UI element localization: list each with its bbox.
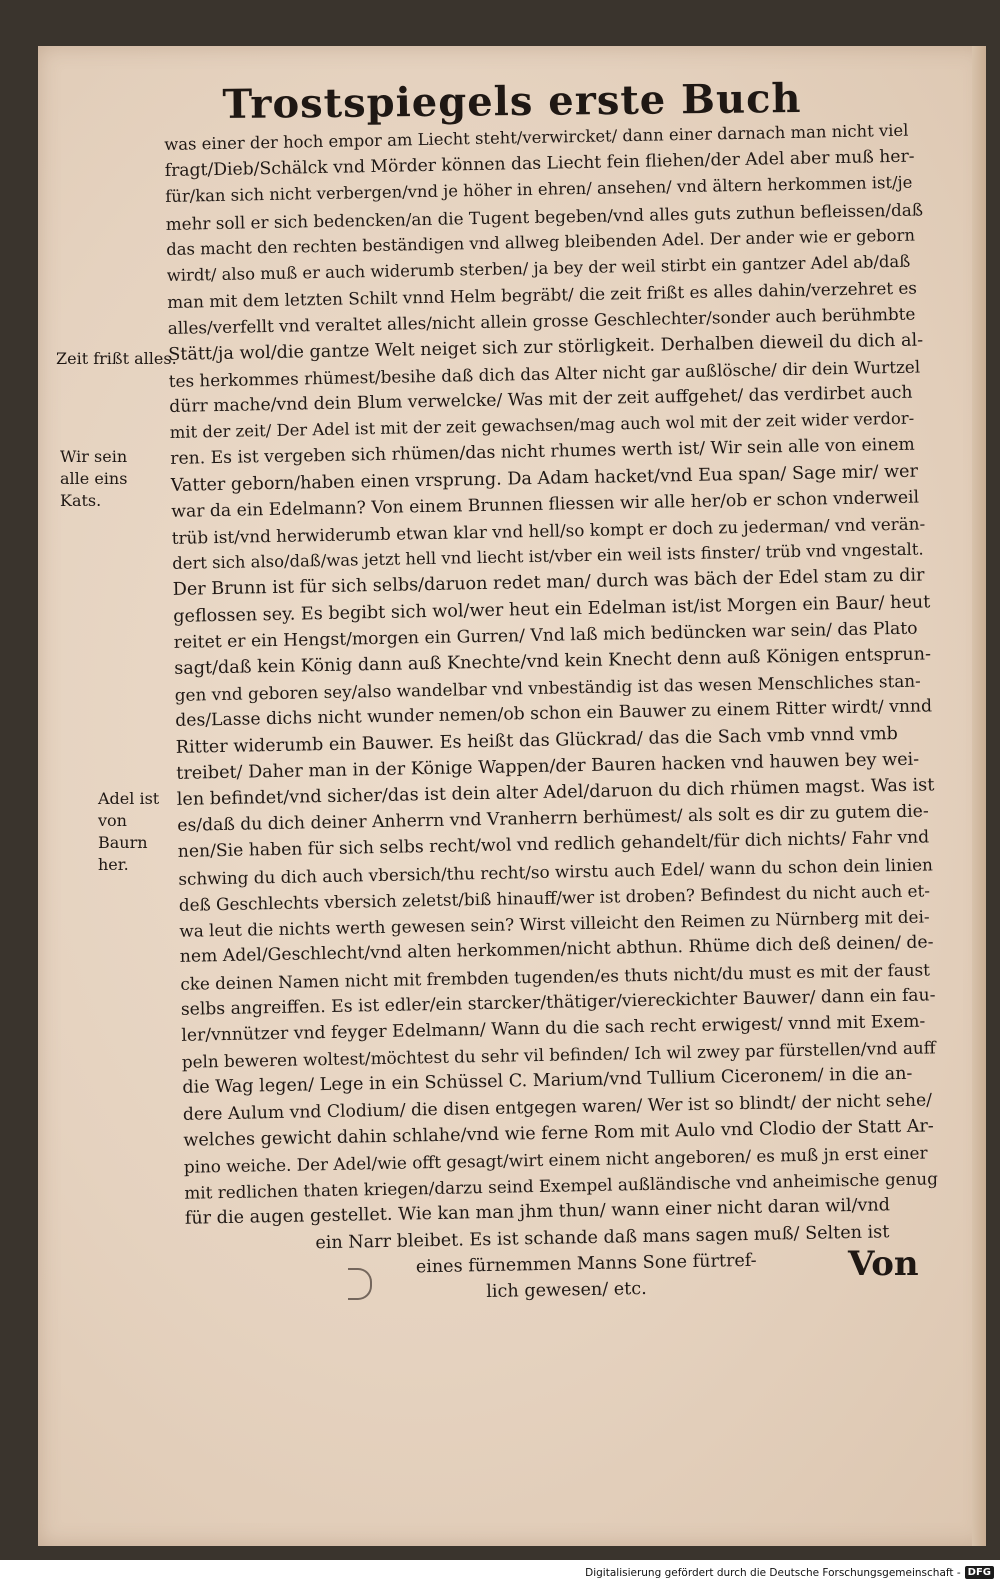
footer-credit: Digitalisierung gefördert durch die Deutsche Forschungsgemeinschaft - [585,1566,961,1579]
text-line: mehr soll er sich bedencken/an die Tugent begeben/vnd alles guts zuthun befleissen/daß [165,199,924,234]
text-line: mit der zeit/ Der Adel ist mit der zeit gewachsen/mag auch wol mit der zeit wider verdor- [169,408,915,443]
marginal-note: Zeit frißt alles. [56,349,177,368]
text-line: geflossen sey. Es begibt sich wol/wer heut ein Edelman ist/ist Morgen ein Baur/ heut [173,592,931,627]
text-line: tes herkommes rhümest/besihe daß dich das Alter nicht gar außlösche/ dir dein Wurtzel [168,356,921,391]
text-line: sagt/daß kein König dann auß Knechte/vnd kein Knecht denn auß Königen entsprun- [174,644,932,679]
text-line: treibet/ Daher man in der Könige Wappen/der Bauren hacken vnd hauwen bey wei- [176,749,920,784]
text-line: ren. Es ist vergeben sich rhümen/das nicht rhumes werth ist/ Wir sein alle von einem [170,435,915,470]
text-line: welches gewicht dahin schlahe/vnd wie ferne Rom mit Aulo vnd Clodio der Statt Ar- [183,1116,934,1151]
text-line: dere Aulum vnd Clodium/ die disen entgegen waren/ Wer ist so blindt/ der nicht sehe/ [182,1089,933,1125]
body-text [164,117,946,1311]
text-line: alles/verfellt vnd veraltet alles/nicht allein grosse Geschlechter/sonder auch berühmbte [167,304,916,339]
text-line: nen/Sie haben für sich selbs recht/wol vnd redlich gehandelt/für dich nichts/ Fahr vnd [177,827,930,863]
text-line: reitet er ein Hengst/morgen ein Gurren/ Vnd laß mich bedüncken war sein/ das Plato [173,618,918,653]
text-line: pino weiche. Der Adel/wie offt gesagt/wirt einem nicht angeboren/ es muß jn erst einer [183,1142,928,1177]
text-line: selbs angreiffen. Es ist edler/ein starcker/thätiger/viereckichter Bauwer/ dann ein fau- [180,985,936,1020]
text-line: des/Lasse dichs nicht wunder nemen/ob schon ein Bauwer zu einem Ritter wirdt/ vnnd [175,696,933,732]
running-head: Trostspiegels erste Buch [222,74,802,129]
text-line: Vatter geborn/haben einen vrsprung. Da Adam hacket/vnd Eua span/ Sage mir/ wer [170,461,919,496]
text-line: deß Geschlechts vbersich zeletst/biß hinauff/wer ist droben? Befindest du nicht auch et- [178,880,931,915]
text-line: peln beweren woltest/möchtest du sehr vil befinden/ Ich wil zwey par fürstellen/vnd auff [181,1037,936,1072]
text-line: war da ein Edelmann? Von einem Brunnen fliessen wir alle her/ob er schon vnderweil [171,487,920,522]
closing-line: eines fürnemmen Manns Sone fürtref- [415,1250,757,1278]
closing-line: ein Narr bleibet. Es ist schande daß mans sagen muß/ Selten ist [315,1221,890,1253]
text-line: für die augen gestellet. Wie kan man jhm thun/ wann einer nicht daran wil/vnd [184,1195,891,1230]
text-line: für/kan sich nicht verbergen/vnd je höher in ehren/ ansehen/ vnd ältern herkommen ist/je [165,173,913,207]
text-line: schwing du dich auch vbersich/thu recht/so wirstu auch Edel/ wann du schon dein linien [178,854,934,889]
text-line: dert sich also/daß/was jetzt hell vnd liecht ist/vber ein weil ists finster/ trüb vnd vngestalt. [172,539,924,574]
catchword: Von [848,1244,919,1284]
marginal-note: Adel ist von Baurn her. [98,789,160,874]
digitization-footer [0,1560,1000,1585]
text-line: mit redlichen thaten kriegen/darzu seind Exempel außländische vnd anheimische genug [184,1168,939,1203]
text-line: gen vnd geboren sey/also wandelbar vnd vnbeständig ist das wesen Menschliches stan- [174,670,921,706]
text-line: dürr mache/vnd dein Blum verwelcke/ Was mit der zeit auffgehet/ das verdirbet auch [169,382,913,417]
text-line: es/daß du dich deiner Anherrn vnd Vranherrn berhümest/ als solt es dir zu gutem die- [177,801,929,837]
text-line: trüb ist/vnd herwiderumb etwan klar vnd hell/so kompt er doch zu jederman/ vnd verän- [171,513,926,548]
text-line: nem Adel/Geschlecht/vnd alten herkommen/nicht abthun. Rhüme dich deß deinen/ de- [179,932,934,968]
text-line: fragt/Dieb/Schälck vnd Mörder können das Liecht fein fliehen/der Adel aber muß her- [164,146,915,182]
ink-mark [348,1268,372,1300]
text-line: wirdt/ also muß er auch widerumb sterben/ ja bey der weil stirbt ein gantzer Adel ab/daß [166,251,911,285]
text-line: len befindet/vnd sicher/das ist dein alter Adel/daruon du dich rhümen magst. Was ist [176,775,935,810]
text-line: das macht den rechten beständigen vnd allweg bleibenden Adel. Der ander wie er geborn [166,225,916,259]
book-page [38,46,986,1546]
text-line: Der Brunn ist für sich selbs/daruon redet man/ durch was bäch der Edel stam zu dir [172,565,925,601]
dfg-logo: DFG [965,1566,994,1579]
marginal-note: Wir sein alle eins Kats. [60,447,128,510]
page-edge [972,46,986,1546]
text-line: man mit dem letzten Schilt vnnd Helm begräbt/ die zeit frißt es alles dahin/verzehret es [167,277,918,313]
text-line: Stätt/ja wol/die gantze Welt neiget sich zur störligkeit. Derhalben dieweil du dich al- [168,330,924,365]
closing-line: lich gewesen/ etc. [486,1278,647,1302]
text-line: cke deinen Namen nicht mit frembden tugenden/es thuts nicht/du must es mit der faust [180,958,931,994]
text-line: Ritter widerumb ein Bauwer. Es heißt das Glückrad/ das die Sach vmb vnnd vmb [175,723,899,758]
text-line: die Wag legen/ Lege in ein Schüssel C. Marium/vnd Tullium Ciceronem/ in die an- [182,1064,913,1099]
text-line: wa leut die nichts werth gewesen sein? Wirst villeicht den Reimen zu Nürnberg mit dei- [179,906,930,941]
text-line: ler/vnnützer vnd feyger Edelmann/ Wann du die sach recht erwigest/ vnnd mit Exem- [181,1011,926,1046]
text-line: was einer der hoch empor am Liecht steht/verwircket/ dann einer darnach man nicht viel [164,120,909,154]
